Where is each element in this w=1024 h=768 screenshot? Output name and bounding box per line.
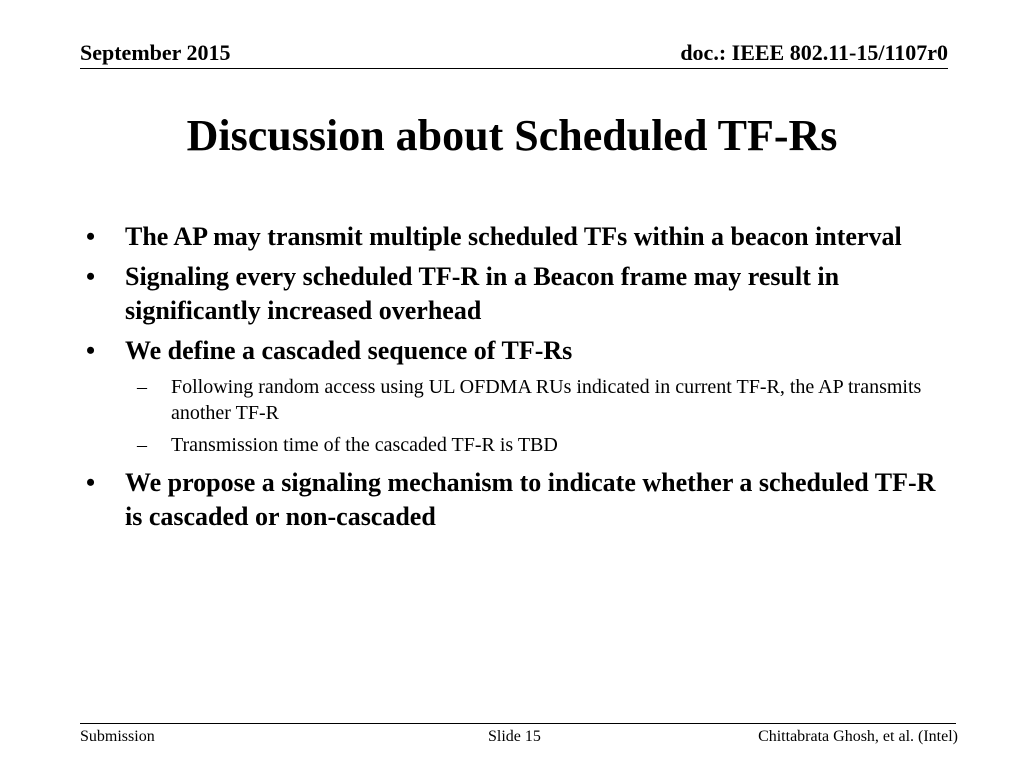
bullet-text: The AP may transmit multiple scheduled TFs within a beacon interval [125, 222, 902, 251]
footer-authors: Chittabrata Ghosh, et al. (Intel) [758, 728, 958, 745]
footer-submission: Submission [80, 728, 155, 745]
bullet-text: We define a cascaded sequence of TF-Rs [125, 336, 573, 365]
bullet-marker: • [86, 262, 96, 291]
slide-content [86, 220, 946, 540]
header-date: September 2015 [80, 40, 231, 65]
sub-bullet-item [86, 432, 946, 458]
footer-slide-number: Slide 15 [488, 728, 541, 745]
bullet-item [86, 466, 946, 534]
sub-bullet-marker: – [137, 376, 147, 398]
header-doc-id: doc.: IEEE 802.11-15/1107r0 [680, 40, 948, 65]
bullet-item [86, 220, 946, 254]
bullet-text: Signaling every scheduled TF-R in a Beacon frame may result in significantly increased overhead [125, 262, 840, 325]
footer-divider [80, 723, 956, 724]
bullet-marker: • [86, 222, 96, 251]
sub-bullet-text: Following random access using UL OFDMA RUs indicated in current TF-R, the AP transmits another TF-R [171, 376, 922, 424]
slide-title: Discussion about Scheduled TF-Rs [186, 111, 838, 160]
sub-bullet-item [86, 374, 946, 426]
bullet-marker: • [86, 336, 96, 365]
bullet-item [86, 260, 946, 328]
sub-bullet-list [86, 374, 946, 458]
bullet-text: We propose a signaling mechanism to indicate whether a scheduled TF-R is cascaded or non-cascaded [125, 468, 936, 531]
bullet-item [86, 334, 946, 368]
sub-bullet-marker: – [137, 434, 147, 456]
header-divider [80, 68, 948, 69]
sub-bullet-text: Transmission time of the cascaded TF-R is TBD [171, 434, 558, 456]
bullet-marker: • [86, 468, 96, 497]
